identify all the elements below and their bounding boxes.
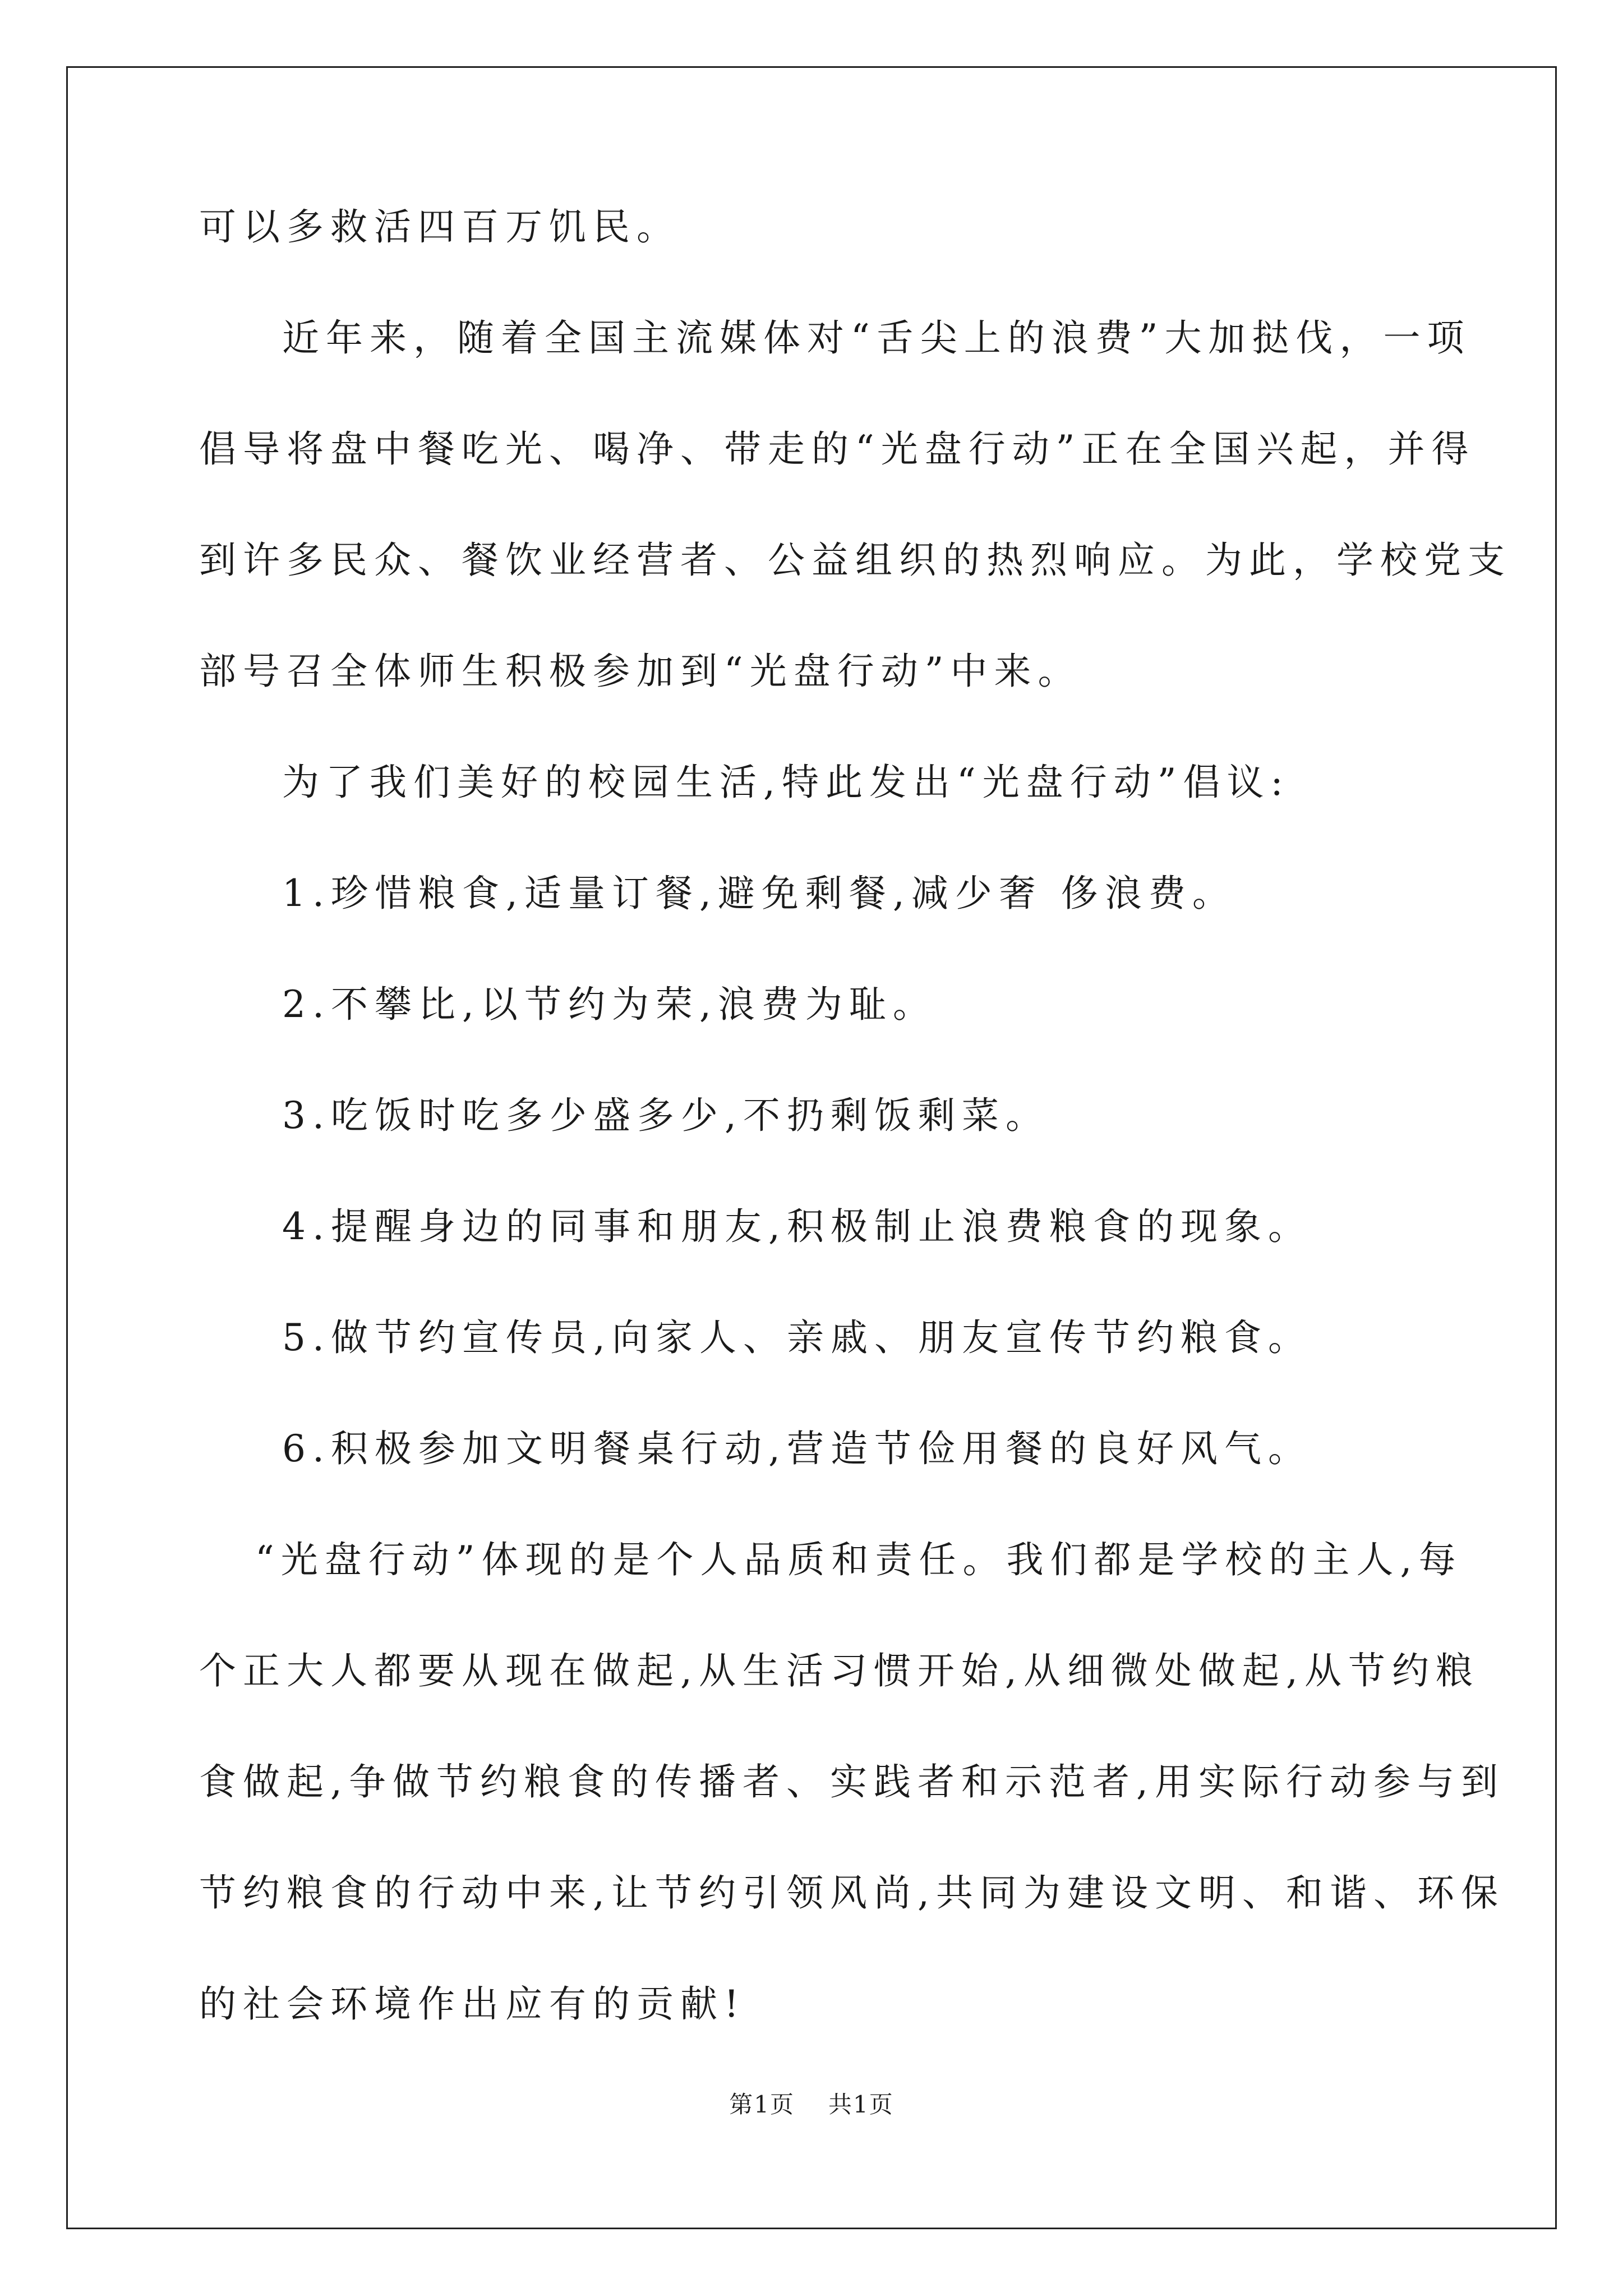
text-line: “光盘行动”体现的是个人品质和责任。我们都是学校的主人,每 [255,1538,1463,1581]
text-line: 的社会环境作出应有的贡献! [199,1982,746,2026]
text-line: 食做起,争做节约粮食的传播者、实践者和示范者,用实际行动参与到 [199,1760,1505,1803]
text-line: 近年来，随着全国主流媒体对“舌尖上的浪费”大加挞伐，一项 [282,316,1471,360]
list-item: 3.吃饭时吃多少盛多少,不扔剩饭剩菜。 [282,1094,1049,1137]
document-body [199,199,1511,2087]
text-line: 倡导将盘中餐吃光、喝净、带走的“光盘行动”正在全国兴起，并得 [199,427,1476,471]
text-line: 节约粮食的行动中来,让节约引领风尚,共同为建设文明、和谐、环保 [199,1871,1505,1915]
text-line: 到许多民众、餐饮业经营者、公益组织的热烈响应。为此，学校党支 [199,539,1511,582]
text-line: 部号召全体师生积极参加到“光盘行动”中来。 [199,650,1082,693]
page-number-current: 第1页 [729,2091,795,2118]
page-number-total: 共1页 [828,2091,894,2118]
text-line: 为了我们美好的校园生活,特此发出“光盘行动”倡议: [282,761,1290,804]
list-item: 1.珍惜粮食,适量订餐,避免剩餐,减少奢 侈浪费。 [282,872,1236,915]
list-item: 6.积极参加文明餐桌行动,营造节俭用餐的良好风气。 [282,1427,1312,1470]
list-item: 4.提醒身边的同事和朋友,积极制止浪费粮食的现象。 [282,1205,1312,1248]
page-footer [0,2088,1623,2122]
text-line: 个正大人都要从现在做起,从生活习惯开始,从细微处做起,从节约粮 [199,1649,1479,1692]
text-line: 可以多救活四百万饥民。 [199,205,680,249]
list-item: 2.不攀比,以节约为荣,浪费为耻。 [282,983,937,1026]
list-item: 5.做节约宣传员,向家人、亲戚、朋友宣传节约粮食。 [282,1316,1312,1359]
